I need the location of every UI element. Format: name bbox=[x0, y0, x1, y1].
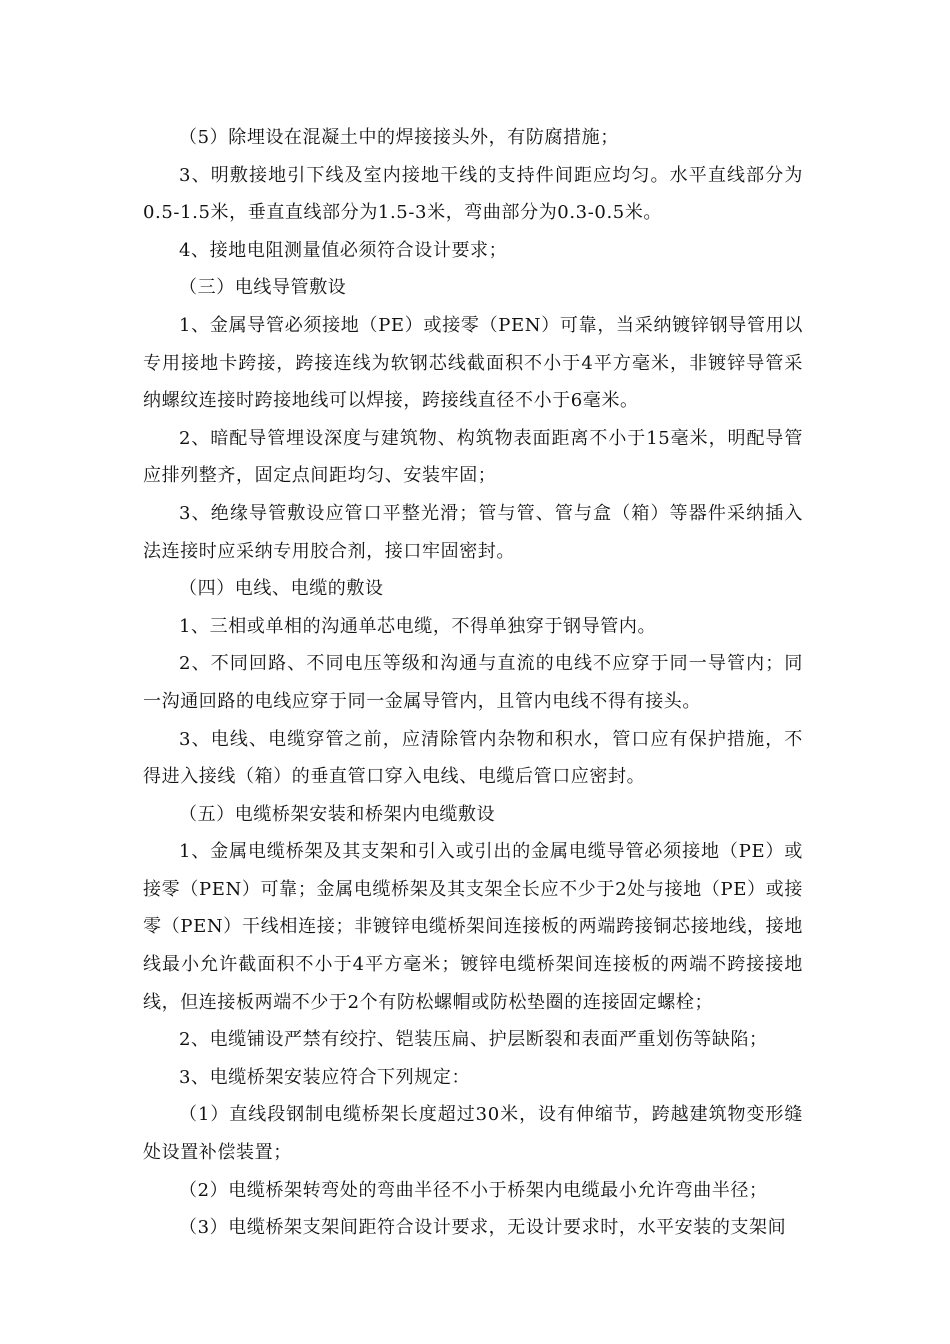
section-heading-conduit: （三）电线导管敷设 bbox=[179, 277, 347, 299]
section-heading-cable-tray: （五）电缆桥架安装和桥架内电缆敷设 bbox=[179, 803, 496, 825]
paragraph-tray-rules: 3、电缆桥架安装应符合下列规定： bbox=[179, 1066, 471, 1088]
paragraph-single-core-cable: 1、三相或单相的沟通单芯电缆，不得单独穿于钢导管内。 bbox=[179, 615, 657, 637]
paragraph-support-spacing: 3、明敷接地引下线及室内接地干线的支持件间距应均匀。水平直线部分为0.5-1.5米，垂直直线部分为1.5-3米，弯曲部分为0.3-0.5米。 bbox=[143, 164, 803, 224]
paragraph-concealed-conduit: 2、暗配导管埋设深度与建筑物、构筑物表面距离不小于15毫米，明配导管应排列整齐，固定点间距均匀、安装牢固； bbox=[143, 427, 803, 487]
paragraph-insulated-conduit: 3、绝缘导管敷设应管口平整光滑；管与管、管与盒（箱）等器件采纳插入法连接时应采纳专用胶合剂，接口牢固密封。 bbox=[143, 502, 803, 562]
section-heading-wire-cable: （四）电线、电缆的敷设 bbox=[179, 578, 384, 600]
paragraph-expansion-joints: （1）直线段钢制电缆桥架长度超过30米，设有伸缩节，跨越建筑物变形缝处设置补偿装置； bbox=[143, 1104, 803, 1164]
paragraph-corrosion-protection: （5）除埋设在混凝土中的焊接接头外，有防腐措施； bbox=[179, 127, 619, 148]
paragraph-grounding-resistance: 4、接地电阻测量值必须符合设计要求； bbox=[179, 239, 508, 261]
paragraph-separate-circuits: 2、不同回路、不同电压等级和沟通与直流的电线不应穿于同一导管内；同一沟通回路的电线应穿于同一金属导管内，且管内电线不得有接头。 bbox=[143, 653, 803, 712]
paragraph-cable-defects: 2、电缆铺设严禁有绞拧、铠装压扁、护层断裂和表面严重划伤等缺陷； bbox=[179, 1029, 768, 1051]
paragraph-tray-grounding: 1、金属电缆桥架及其支架和引入或引出的金属电缆导管必须接地（PE）或接零（PEN）可靠；金属电缆桥架及其支架全长应不少于2处与接地（PE）或接零（PEN）干线相连接；非镀锌电缆桥架间连接板的两端跨接铜芯接地线，接地线最小允许截面积不小于4平方毫米；镀锌电缆桥架间连接板的两端不跨接接地线，但连接板两端不少于2个有防松螺帽或防松垫圈的连接固定螺栓； bbox=[143, 841, 803, 1013]
paragraph-cleaning-before-pulling: 3、电线、电缆穿管之前，应清除管内杂物和积水，管口应有保护措施，不得进入接线（箱）的垂直管口穿入电线、电缆后管口应密封。 bbox=[143, 728, 803, 788]
document-body bbox=[143, 119, 803, 1247]
paragraph-support-distance: （3）电缆桥架支架间距符合设计要求，无设计要求时，水平安装的支架间 bbox=[179, 1217, 787, 1239]
paragraph-metal-conduit-grounding: 1、金属导管必须接地（PE）或接零（PEN）可靠，当采纳镀锌钢导管用以专用接地卡跨接，跨接连线为软钢芯线截面积不小于4平方毫米，非镀锌导管采纳螺纹连接时跨接地线可以焊接，跨接线直径不小于6毫米。 bbox=[143, 314, 803, 412]
paragraph-bend-radius: （2）电缆桥架转弯处的弯曲半径不小于桥架内电缆最小允许弯曲半径； bbox=[179, 1179, 768, 1201]
